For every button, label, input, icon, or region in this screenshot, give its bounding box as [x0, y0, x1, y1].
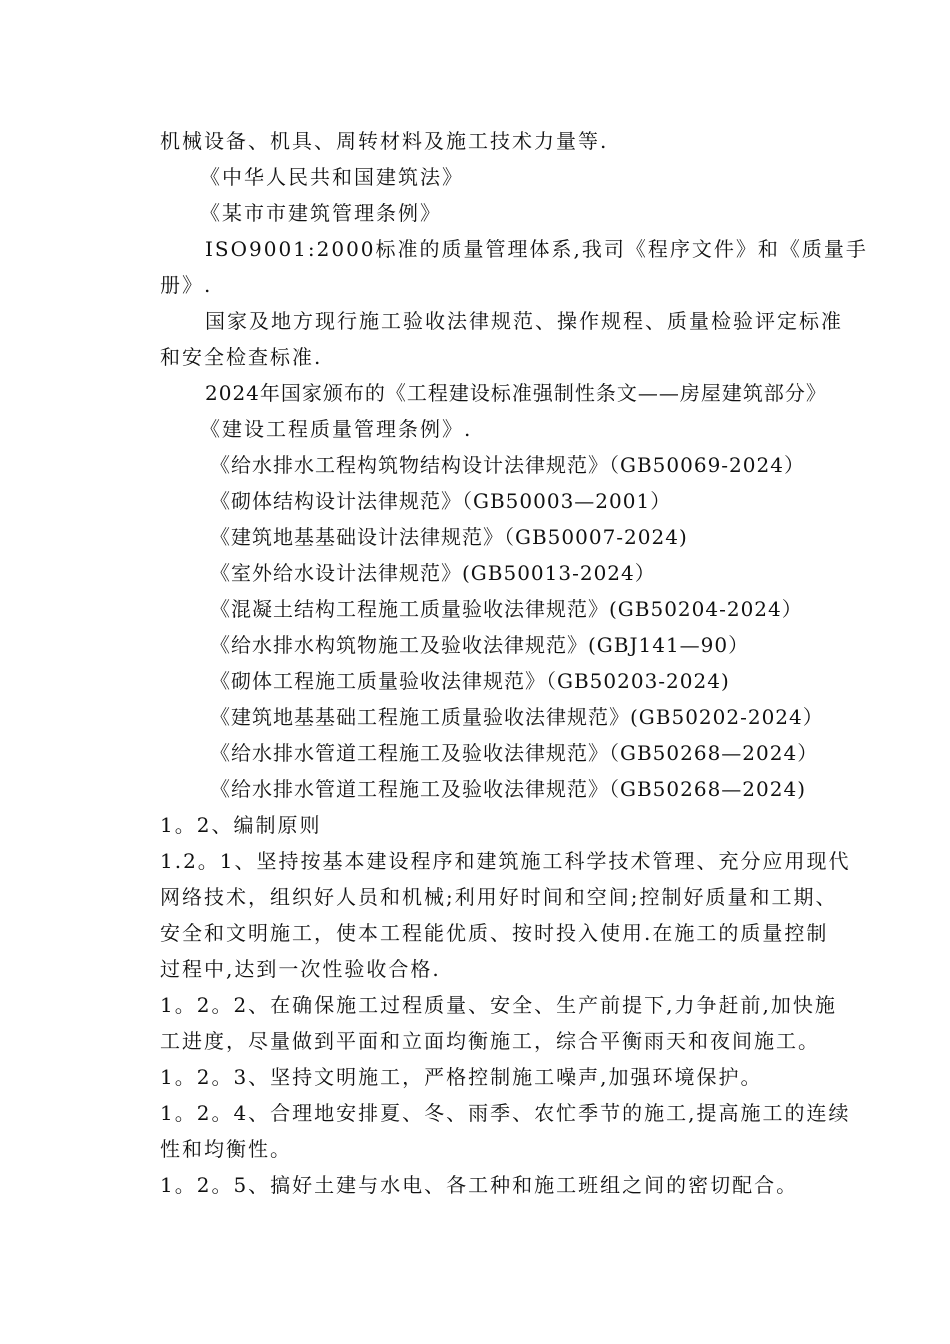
standard-reference: 《给水排水管道工程施工及验收法律规范》（GB50268—2024） — [210, 741, 819, 765]
regulation-title: 《建设工程质量管理条例》. — [200, 417, 473, 441]
body-text-line: 机械设备、机具、周转材料及施工技术力量等. — [160, 129, 609, 153]
body-text-line: 1。2。4、合理地安排夏、冬、雨季、农忙季节的施工,提高施工的连续 — [160, 1101, 851, 1125]
regulation-title: 《中华人民共和国建筑法》 — [200, 165, 464, 189]
body-text-line: 2024年国家颁布的《工程建设标准强制性条文——房屋建筑部分》 — [205, 381, 827, 405]
standard-reference: 《混凝土结构工程施工质量验收法律规范》(GB50204-2024） — [210, 597, 803, 621]
body-text-line: 1。2。5、搞好土建与水电、各工种和施工班组之间的密切配合。 — [160, 1173, 799, 1197]
body-text-line: 册》. — [160, 273, 213, 297]
standard-reference: 《建筑地基基础设计法律规范》（GB50007-2024) — [210, 525, 688, 549]
body-text-line: 和安全检查标准. — [160, 345, 323, 369]
regulation-title: 《某市市建筑管理条例》 — [200, 201, 442, 225]
section-heading: 1。2、编制原则 — [160, 813, 322, 837]
standard-reference: 《建筑地基基础工程施工质量验收法律规范》(GB50202-2024） — [210, 705, 824, 729]
body-text-line: 网络技术，组织好人员和机械;利用好时间和空间;控制好质量和工期、 — [160, 885, 838, 909]
body-text-line: 1。2。2、在确保施工过程质量、安全、生产前提下,力争赶前,加快施 — [160, 993, 837, 1017]
body-text-line: 1。2。3、坚持文明施工，严格控制施工噪声,加强环境保护。 — [160, 1065, 763, 1089]
body-text-line: 工进度，尽量做到平面和立面均衡施工，综合平衡雨天和夜间施工。 — [160, 1029, 820, 1053]
standard-reference: 《砌体结构设计法律规范》（GB50003—2001） — [210, 489, 672, 513]
standard-reference: 《给水排水构筑物施工及验收法律规范》(GBJ141—90） — [210, 633, 750, 657]
standard-reference: 《室外给水设计法律规范》(GB50013-2024） — [210, 561, 656, 585]
body-text-line: 1.2。1、坚持按基本建设程序和建筑施工科学技术管理、充分应用现代 — [160, 849, 851, 873]
standard-reference: 《砌体工程施工质量验收法律规范》（GB50203-2024) — [210, 669, 730, 693]
body-text-line: 国家及地方现行施工验收法律规范、操作规程、质量检验评定标准 — [205, 309, 843, 333]
body-text-line: ISO9001:2000标准的质量管理体系,我司《程序文件》和《质量手 — [205, 237, 868, 261]
standard-reference: 《给水排水管道工程施工及验收法律规范》（GB50268—2024) — [210, 777, 806, 801]
standard-reference: 《给水排水工程构筑物结构设计法律规范》（GB50069-2024） — [210, 453, 805, 477]
body-text-line: 安全和文明施工，使本工程能优质、按时投入使用.在施工的质量控制 — [160, 921, 829, 945]
body-text-line: 性和均衡性。 — [160, 1137, 292, 1161]
body-text-line: 过程中,达到一次性验收合格. — [160, 957, 441, 981]
